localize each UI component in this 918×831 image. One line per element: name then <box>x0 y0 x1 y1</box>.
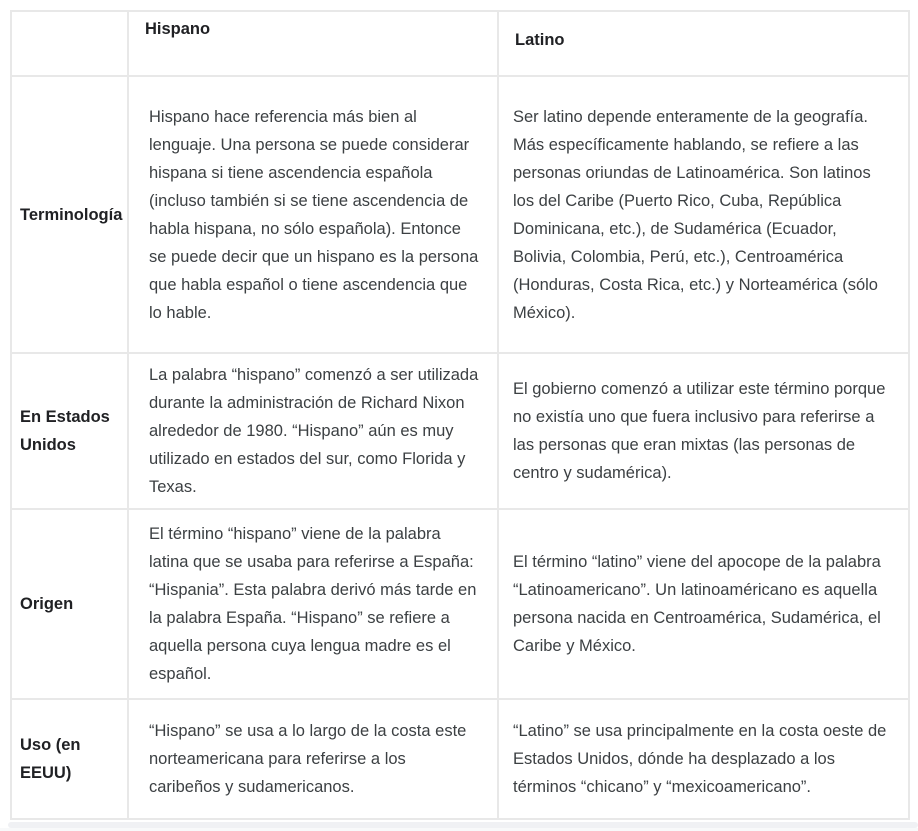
row-header-origen: Origen <box>11 509 128 699</box>
column-header-latino-label: Latino <box>515 31 565 49</box>
cell-terminologia-hispano: Hispano hace referencia más bien al lenguaje. Una persona se puede considerar hispana si tiene ascendencia española (incluso también si se tiene ascendencia de habla hispana, no sólo española). Entonce se puede decir que un hispano es la persona que habla español o tiene ascendencia que lo hable. <box>128 76 498 353</box>
comparison-table <box>10 10 910 820</box>
corner-cell <box>11 11 128 76</box>
cell-origen-hispano: El término “hispano” viene de la palabra latina que se usaba para referirse a España: “Hispania”. Esta palabra derivó más tarde en la palabra España. “Hispano” se refiere a aquella persona cuya lengua madre es el español. <box>128 509 498 699</box>
row-header-terminologia: Terminología <box>11 76 128 353</box>
table-row-origen <box>11 509 909 699</box>
table-row-terminologia <box>11 76 909 353</box>
cell-en-estados-unidos-hispano: La palabra “hispano” comenzó a ser utilizada durante la administración de Richard Nixon alrededor de 1980. “Hispano” aún es muy utilizado en estados del sur, como Florida y Texas. <box>128 353 498 509</box>
row-header-uso-en-eeuu: Uso (en EEUU) <box>11 699 128 819</box>
table-row-uso-en-eeuu <box>11 699 909 819</box>
row-header-en-estados-unidos: En Estados Unidos <box>11 353 128 509</box>
cell-origen-latino: El término “latino” viene del apocope de la palabra “Latinoamericano”. Un latinoaméricano es aquella persona nacida en Centroamérica, Sudamérica, el Caribe y México. <box>498 509 909 699</box>
cell-en-estados-unidos-latino: El gobierno comenzó a utilizar este término porque no existía uno que fuera inclusivo para referirse a las personas que eran mixtas (las personas de centro y sudamérica). <box>498 353 909 509</box>
column-header-hispano <box>128 11 498 76</box>
header-row <box>11 11 909 76</box>
table-row-en-estados-unidos <box>11 353 909 509</box>
column-header-hispano-label: Hispano <box>145 20 211 38</box>
cell-uso-en-eeuu-hispano: “Hispano” se usa a lo largo de la costa este norteamericana para referirse a los caribeños y sudamericanos. <box>128 699 498 819</box>
cell-terminologia-latino: Ser latino depende enteramente de la geografía. Más específicamente hablando, se refiere a las personas oriundas de Latinoamérica. Son latinos los del Caribe (Puerto Rico, Cuba, República Dominicana, etc.), de Sudamérica (Ecuador, Bolivia, Colombia, Perú, etc.), Centroamérica (Honduras, Costa Rica, etc.) y Norteamérica (sólo México). <box>498 76 909 353</box>
cell-uso-en-eeuu-latino: “Latino” se usa principalmente en la costa oeste de Estados Unidos, dónde ha desplazado a los términos “chicano” y “mexicoamericano”. <box>498 699 909 819</box>
column-header-latino <box>498 11 909 76</box>
